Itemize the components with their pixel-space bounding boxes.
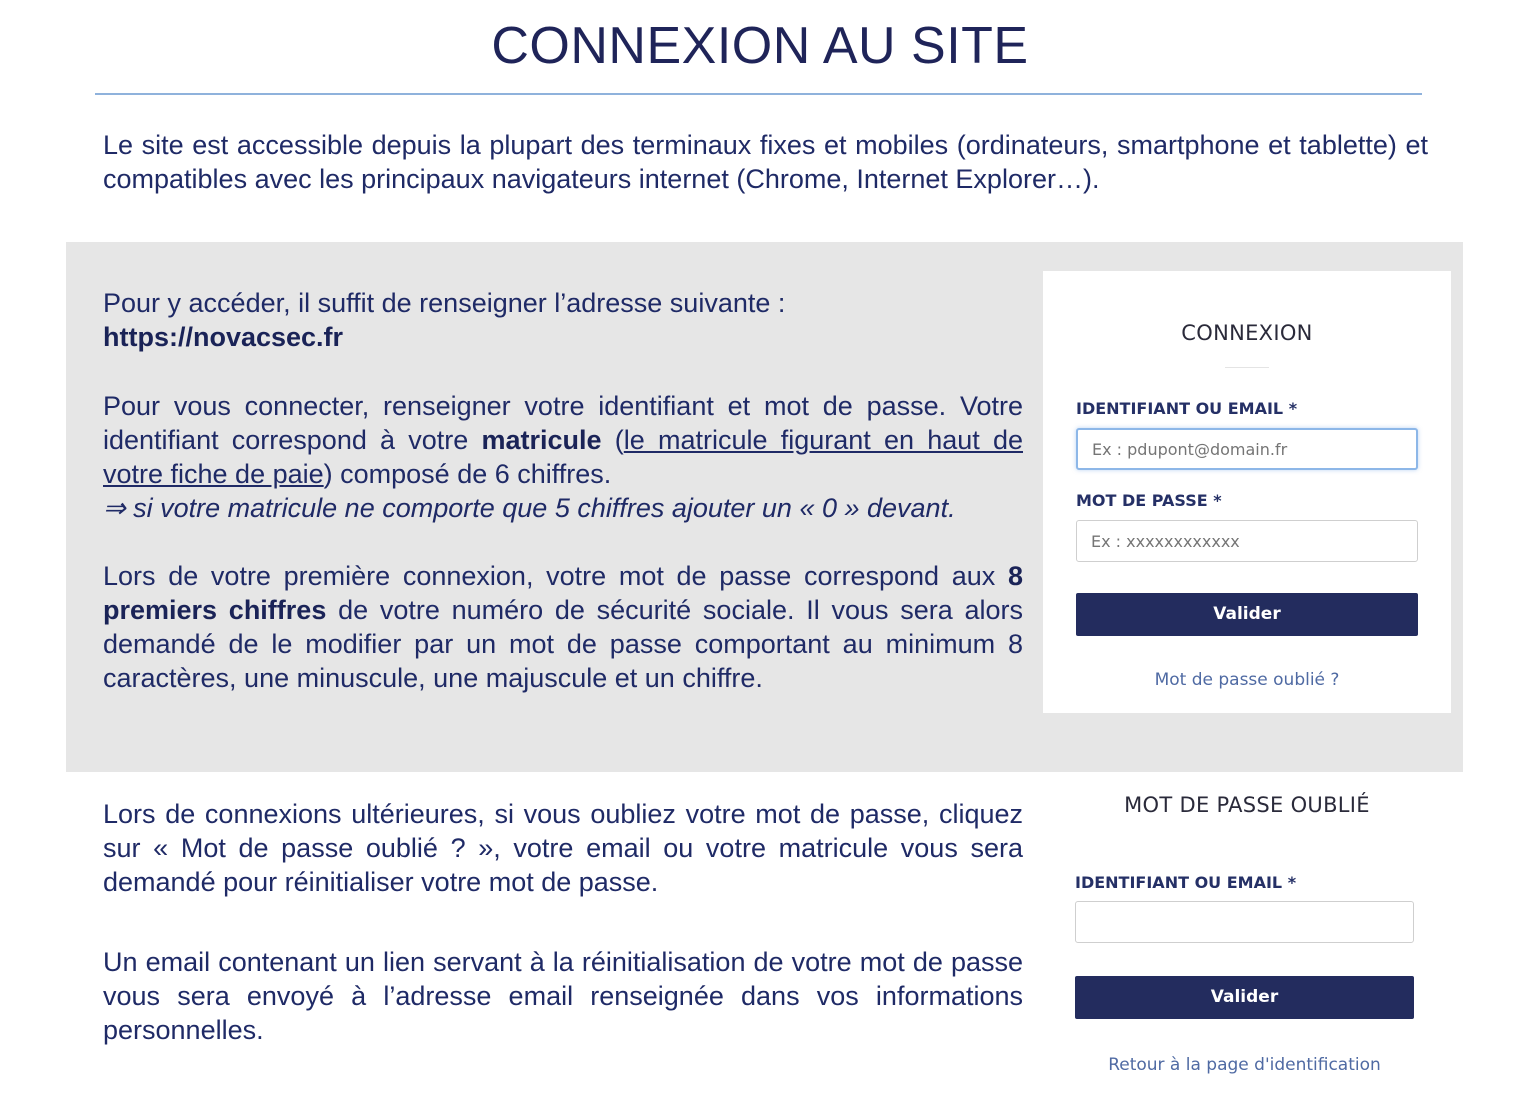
first-login-text-a: Lors de votre première connexion, votre mot de passe correspond aux bbox=[103, 561, 1008, 591]
connect-text-b: ( bbox=[601, 425, 624, 455]
required-mark: * bbox=[1287, 873, 1297, 892]
password-label bbox=[1076, 491, 1222, 510]
identifier-label bbox=[1076, 399, 1297, 418]
password-label-text: MOT DE PASSE bbox=[1076, 491, 1208, 510]
forgot-card-title: MOT DE PASSE OUBLIÉ bbox=[1124, 793, 1370, 817]
identifier-input[interactable] bbox=[1076, 428, 1418, 470]
back-to-login-link[interactable]: Retour à la page d'identification bbox=[1108, 1055, 1381, 1075]
connect-paragraph bbox=[103, 389, 1023, 491]
login-card-title: CONNEXION bbox=[1181, 321, 1313, 345]
matricule-explanation: le matricule figurant en haut de votre fiche de paie bbox=[103, 425, 1023, 489]
connect-text-a: Pour vous connecter, renseigner votre identifiant et mot de passe. Votre identifiant correspond à votre bbox=[103, 391, 1023, 455]
login-card bbox=[1043, 271, 1451, 713]
access-line: Pour y accéder, il suffit de renseigner l’adresse suivante : bbox=[103, 288, 786, 318]
forgot-identifier-label-text: IDENTIFIANT OU EMAIL bbox=[1075, 873, 1283, 892]
forgot-identifier-label bbox=[1075, 873, 1296, 892]
access-section bbox=[103, 286, 1023, 354]
forgot-submit-button[interactable]: Valider bbox=[1075, 976, 1414, 1019]
first-login-section bbox=[103, 559, 1023, 695]
connect-text-c: ) composé de 6 chiffres. bbox=[323, 459, 612, 489]
connect-section bbox=[103, 389, 1023, 525]
reset-email-paragraph: Un email contenant un lien servant à la réinitialisation de votre mot de passe vous sera envoyé à l’adresse email renseignée dans vos informations personnelles. bbox=[103, 947, 1023, 1045]
intro-paragraph: Le site est accessible depuis la plupart des terminaux fixes et mobiles (ordinateurs, smartphone et tablette) et compatibles avec les principaux navigateurs internet (Chrome, Internet Explorer…). bbox=[103, 130, 1428, 194]
reset-email-section bbox=[103, 945, 1023, 1047]
forgot-password-card bbox=[1043, 780, 1451, 1100]
title-divider bbox=[95, 93, 1422, 95]
login-card-divider bbox=[1225, 367, 1269, 368]
identifier-label-text: IDENTIFIANT OU EMAIL bbox=[1076, 399, 1284, 418]
password-input[interactable] bbox=[1076, 520, 1418, 562]
site-url[interactable]: https://novacsec.fr bbox=[103, 322, 344, 352]
page-title: CONNEXION AU SITE bbox=[491, 17, 1029, 75]
first-login-paragraph bbox=[103, 559, 1023, 695]
matricule-note bbox=[103, 491, 1023, 525]
matricule-note-text: ⇒ si votre matricule ne comporte que 5 chiffres ajouter un « 0 » devant. bbox=[103, 493, 956, 523]
required-mark: * bbox=[1288, 399, 1298, 418]
required-mark: * bbox=[1213, 491, 1222, 510]
login-submit-button[interactable]: Valider bbox=[1076, 593, 1418, 636]
first-login-text-b: de votre numéro de sécurité sociale. Il vous sera alors demandé de le modifier par un mot de passe comportant au minimum 8 caractères, une minuscule, une majuscule et un chiffre. bbox=[103, 595, 1023, 693]
forgot-identifier-input[interactable] bbox=[1075, 901, 1414, 943]
later-section bbox=[103, 797, 1023, 899]
first-digits-term: 8 premiers chiffres bbox=[103, 561, 1023, 625]
matricule-term: matricule bbox=[481, 425, 602, 455]
forgot-password-link[interactable]: Mot de passe oublié ? bbox=[1154, 670, 1340, 690]
later-paragraph: Lors de connexions ultérieures, si vous oubliez votre mot de passe, cliquez sur « Mot de passe oublié ? », votre email ou votre matricule vous sera demandé pour réinitialiser votre mot de passe. bbox=[103, 799, 1023, 897]
